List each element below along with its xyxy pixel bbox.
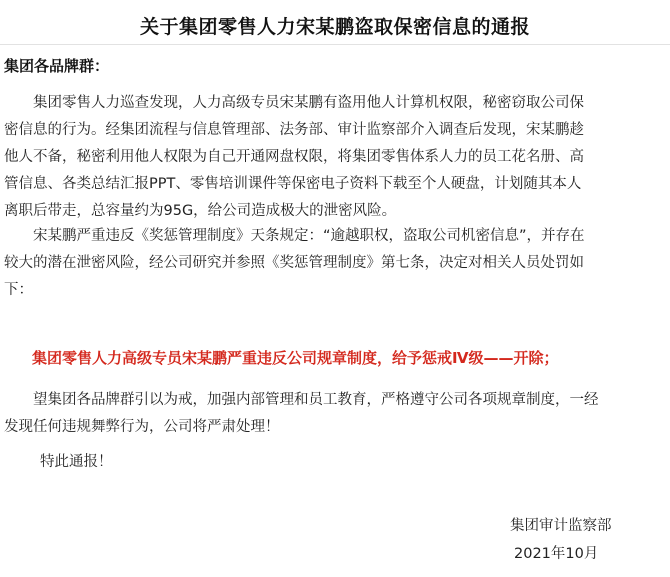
paragraph-line: 集团零售人力巡查发现，人力高级专员宋某鹏有盗用他人计算机权限，秘密窃取公司保 <box>4 95 584 111</box>
signature-department: 集团审计监察部 <box>510 518 612 534</box>
notice-title: 关于集团零售人力宋某鹏盗取保密信息的通报 <box>139 16 530 38</box>
greeting: 集团各品牌群： <box>4 57 110 75</box>
paragraph-line: 他人不备，秘密利用他人权限为自己开通网盘权限，将集团零售体系人力的员工花名册、高 <box>4 149 584 165</box>
paragraph-line: 管信息、各类总结汇报PPT、零售培训课件等保密电子资料下载至个人硬盘，计划随其本人 <box>4 176 582 192</box>
signature-date: 2021年10月 <box>514 546 599 562</box>
paragraph-findings <box>4 90 584 225</box>
title-divider <box>0 44 670 45</box>
paragraph-line: 离职后带走，总容量约为95G，给公司造成极大的泄密风险。 <box>4 203 397 219</box>
paragraph-line: 望集团各品牌群引以为戒，加强内部管理和员工教育，严格遵守公司各项规章制度，一经 <box>4 392 599 408</box>
paragraph-line: 下： <box>4 282 33 298</box>
paragraph-line: 宋某鹏严重违反《奖惩管理制度》天条规定：“逾越职权，盗取公司机密信息”，并存在 <box>4 228 585 244</box>
paragraph-line: 较大的潜在泄密风险，经公司研究并参照《奖惩管理制度》第七条，决定对相关人员处罚如 <box>4 255 584 271</box>
penalty-decision: 集团零售人力高级专员宋某鹏严重违反公司规章制度，给予惩戒Ⅳ级——开除； <box>32 349 559 367</box>
closing-line: 特此通报！ <box>40 454 113 470</box>
paragraph-line: 发现任何违规舞弊行为，公司将严肃处理！ <box>4 419 280 435</box>
paragraph-violation <box>4 223 585 304</box>
paragraph-line: 密信息的行为。经集团流程与信息管理部、法务部、审计监察部介入调查后发现，宋某鹏趁 <box>4 122 584 138</box>
paragraph-warning <box>4 387 599 441</box>
